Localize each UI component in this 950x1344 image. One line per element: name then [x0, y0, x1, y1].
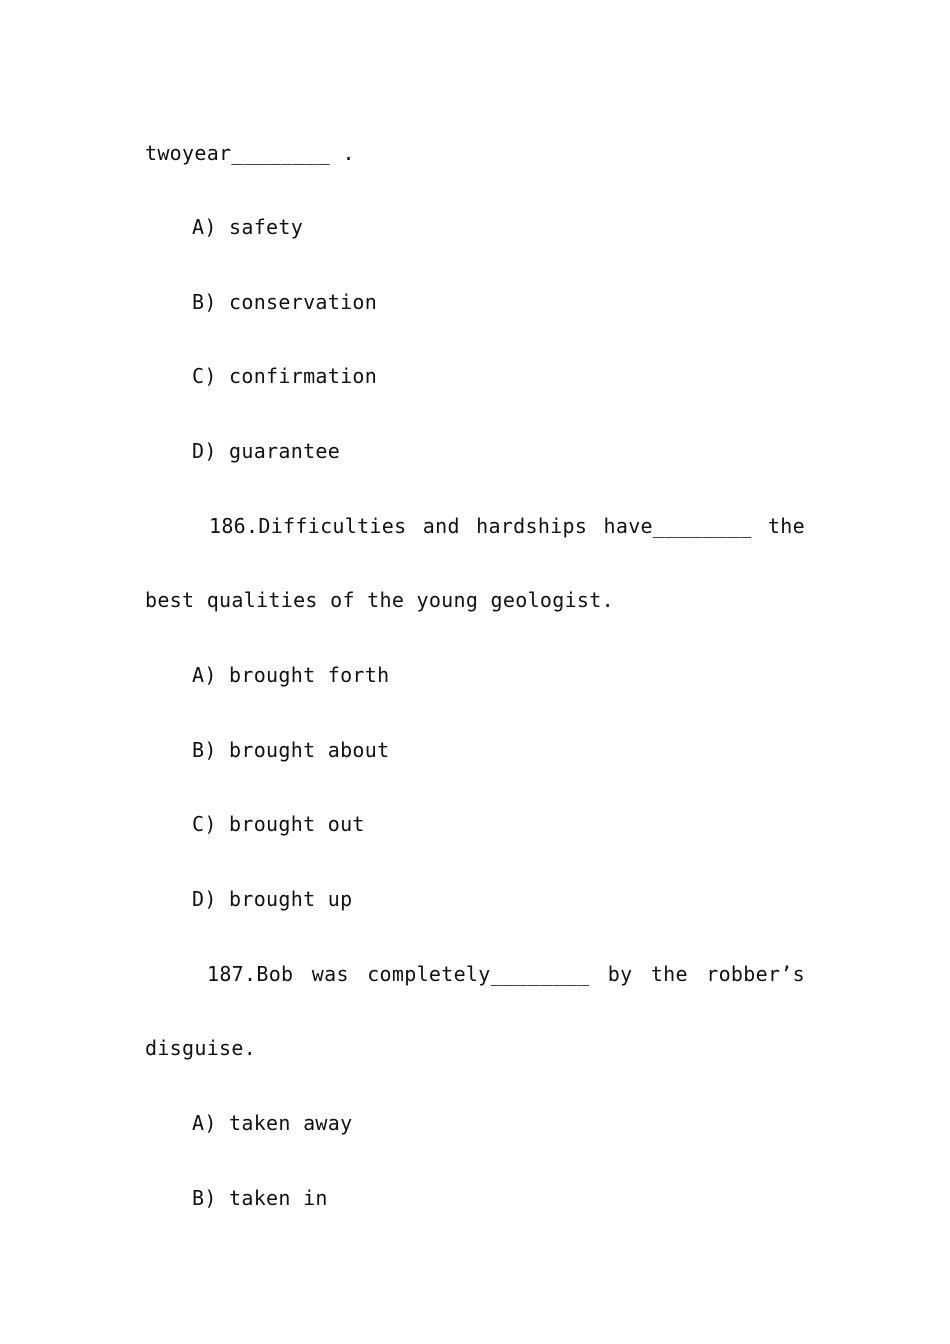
q187-word: was: [311, 962, 349, 986]
q185-option-c: C) confirmation: [192, 364, 378, 388]
q185-option-b: B) conservation: [192, 290, 378, 314]
q186-word: the: [767, 514, 805, 538]
q186-option-d: D) brought up: [192, 887, 353, 911]
q187-word: completely________: [367, 962, 590, 986]
q186-word: have________: [603, 514, 752, 538]
q187-option-a: A) taken away: [192, 1111, 353, 1135]
q187-option-b: B) taken in: [192, 1186, 328, 1210]
q186-word: hardships: [476, 514, 588, 538]
q187-question-line1: [207, 962, 805, 986]
q185-option-d: D) guarantee: [192, 439, 341, 463]
q187-word: by: [607, 962, 633, 986]
q185-option-a: A) safety: [192, 215, 304, 239]
q187-word: 187.Bob: [207, 962, 294, 986]
q186-question-line2: best qualities of the young geologist.: [145, 588, 614, 612]
q186-word: and: [422, 514, 460, 538]
q186-question-line1: [209, 514, 805, 538]
q187-question-line2: disguise.: [145, 1036, 257, 1060]
q186-option-a: A) brought forth: [192, 663, 390, 687]
q187-word: robber’s: [706, 962, 805, 986]
q186-word: 186.Difficulties: [209, 514, 407, 538]
continuation-line: twoyear________ .: [145, 141, 355, 165]
q186-option-c: C) brought out: [192, 812, 365, 836]
q186-option-b: B) brought about: [192, 738, 390, 762]
q187-word: the: [650, 962, 688, 986]
